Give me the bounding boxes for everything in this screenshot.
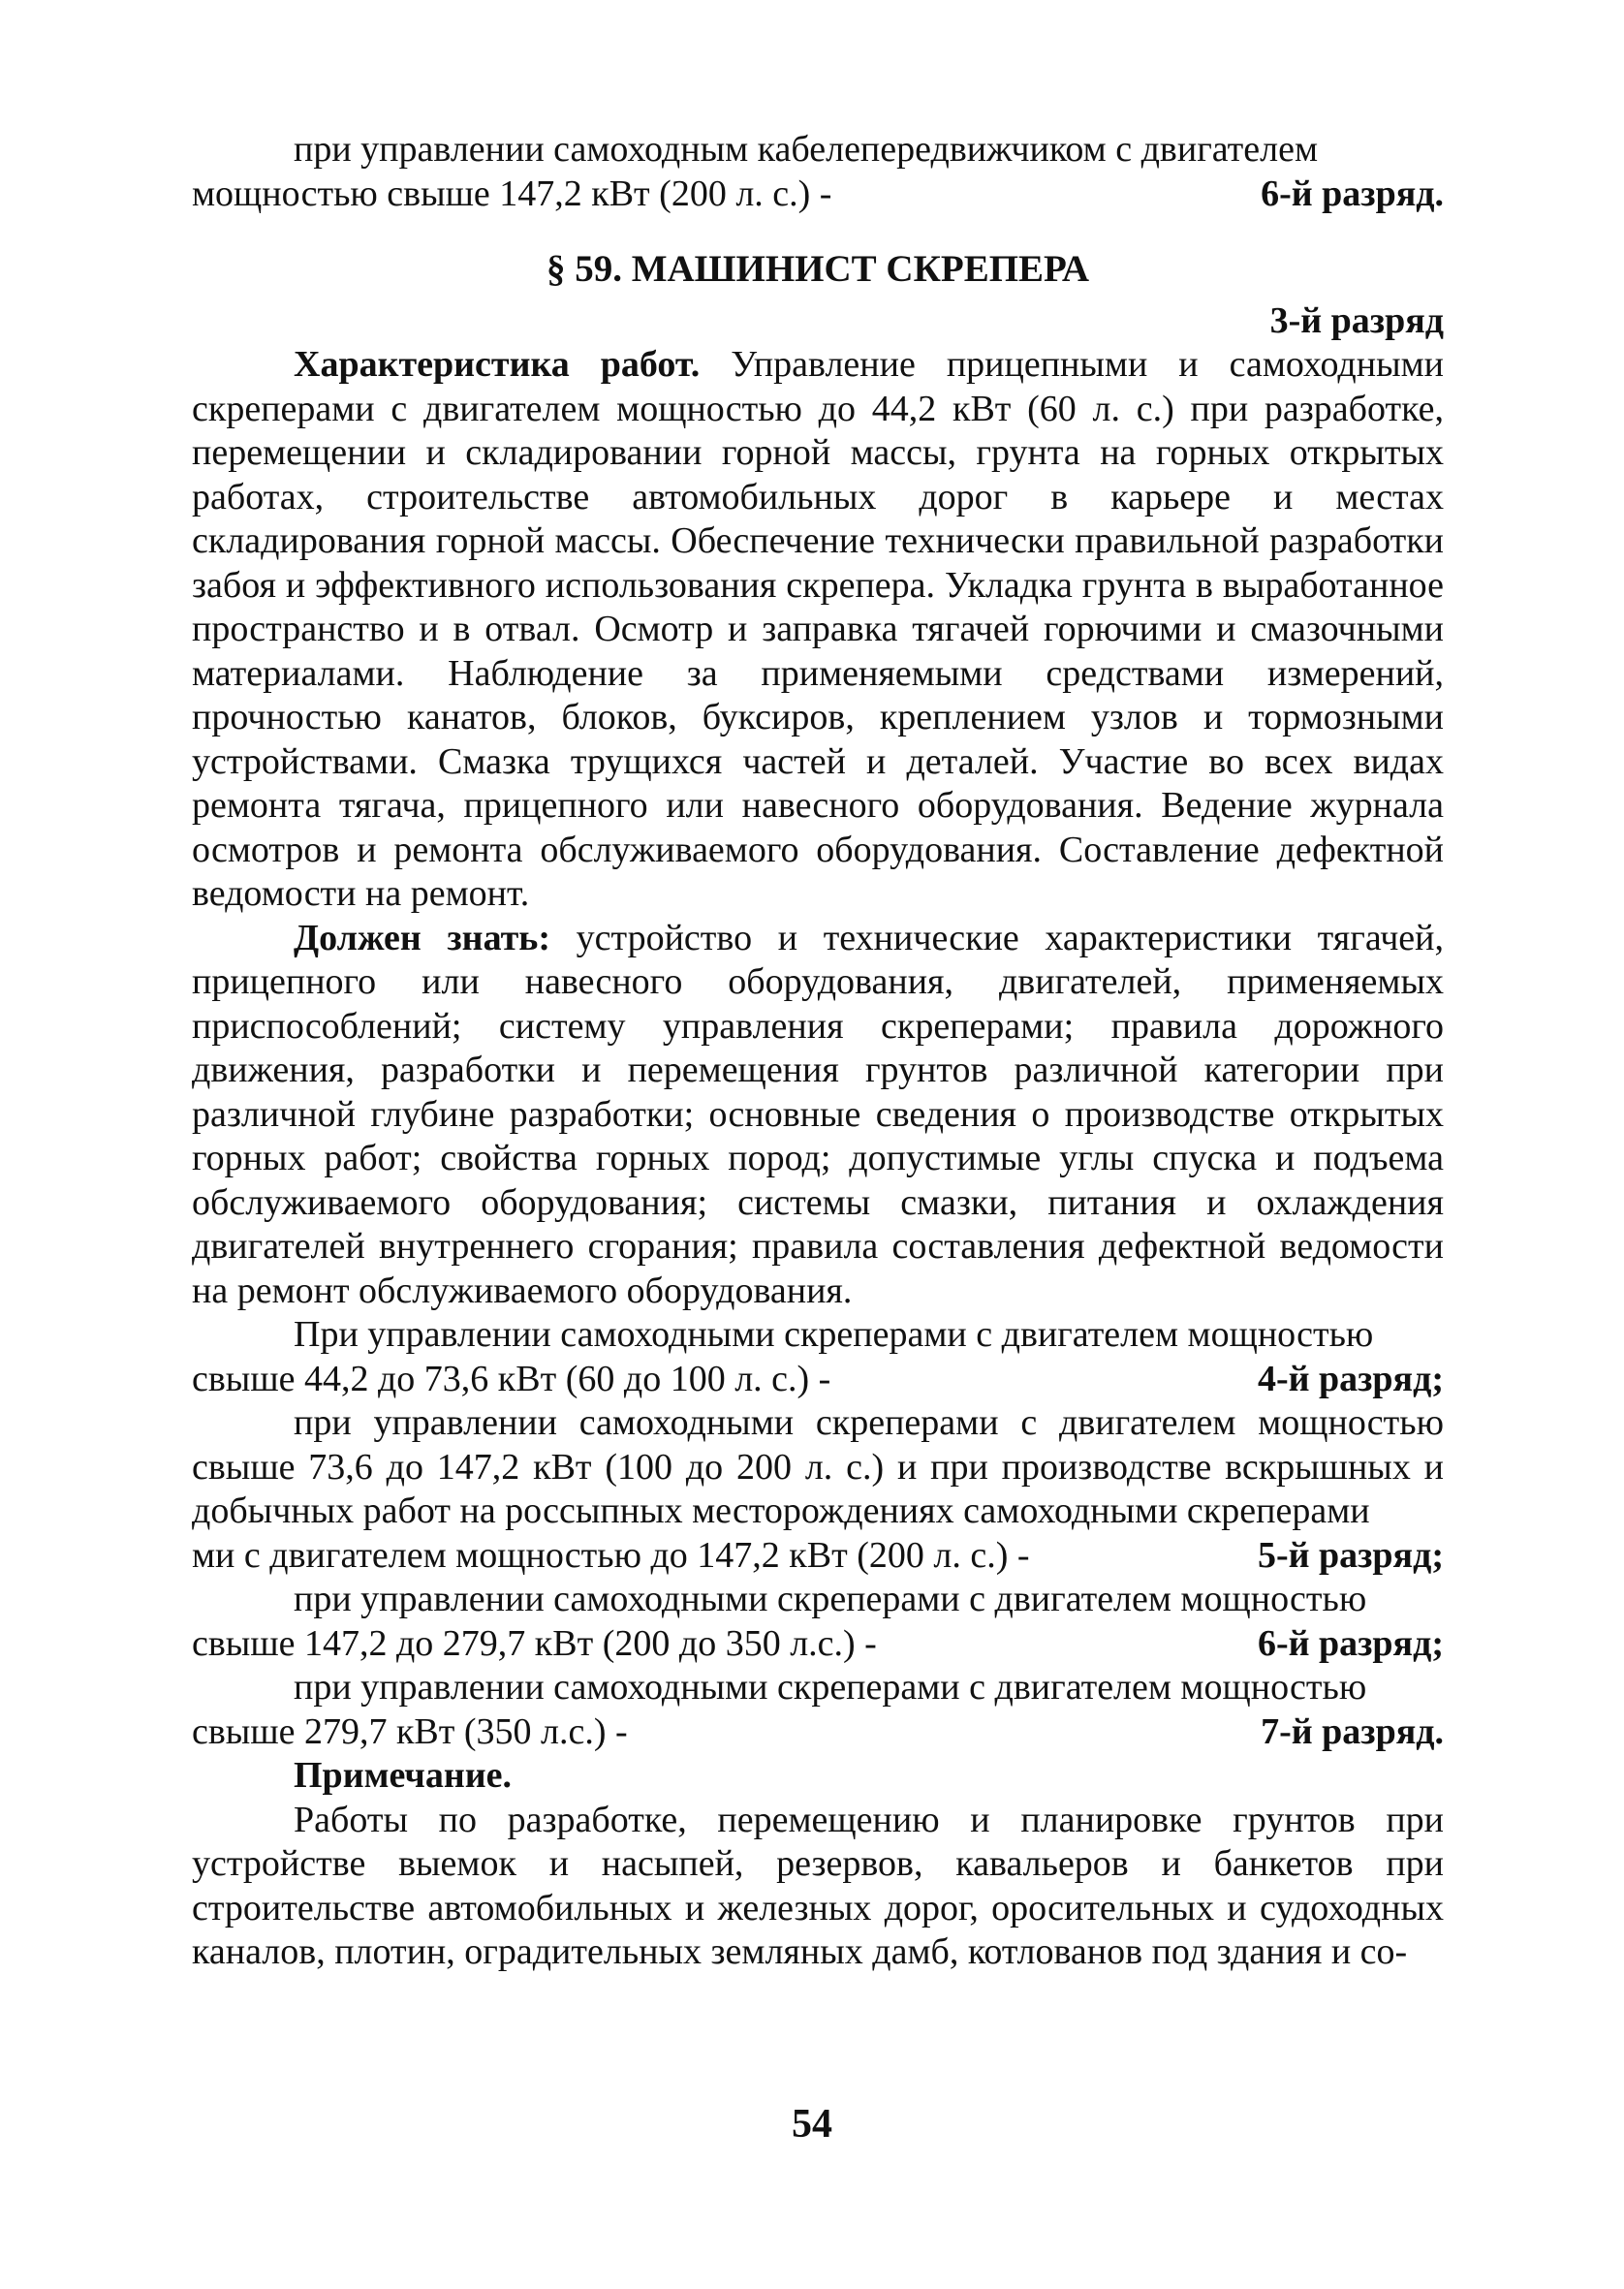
intro-grade-text: мощностью свыше 147,2 кВт (200 л. с.) -: [192, 172, 832, 214]
grade-7-last: свыше 279,7 кВт (350 л.с.) -: [192, 1710, 628, 1752]
grade-5-last: ми с двигателем мощностью до 147,2 кВт (200 л. с.) -: [192, 1534, 1030, 1576]
intro-grade: 6-й разряд.: [1261, 172, 1444, 214]
grade-5-line: [192, 1534, 1444, 1579]
page-text: [192, 128, 1444, 1975]
grade-6-line: [192, 1622, 1444, 1667]
note-title: Примечание.: [294, 1755, 512, 1796]
grade-6-last: свыше 147,2 до 279,7 кВт (200 до 350 л.с.) -: [192, 1622, 877, 1664]
knowledge-paragraph: [192, 917, 1444, 1314]
note-text: Работы по разработке, перемещению и планировке грунтов при устройстве выемок и насыпей, резервов, кавальеров и банкетов при строительстве автомобильных и железных дорог, оросительных и судоходных каналов, плотин, оградительных земляных дамб, котлованов под здания и со-: [192, 1799, 1444, 1972]
characteristics-lead: Характеристика работ.: [294, 344, 701, 385]
knowledge-text: устройство и технические характеристики тягачей, прицепного или навесного оборудования, двигателей, применяемых приспособлений; систему управления скреперами; правила дорожного движения, разработки и перемещения грунтов различной категории при различной глубине разработки; основные сведения о производстве открытых горных работ; свойства горных пород; допустимые углы спуска и подъема обслуживаемого оборудования; системы смазки, питания и охлаждения двигателей внутреннего сгорания; правила составления дефектной ведомости на ремонт обслуживаемого оборудования.: [192, 917, 1445, 1311]
characteristics-paragraph: [192, 343, 1444, 917]
grade-5-text: при управлении самоходными скреперами с двигателем мощностью свыше 73,6 до 147,2 кВт (100 до 200 л. с.) и при производстве вскрышных и добычных работ на россыпных месторождениях самоходными скреперами: [192, 1402, 1444, 1531]
grade-4-line: [192, 1358, 1444, 1402]
section-title: § 59. МАШИНИСТ СКРЕПЕРА: [546, 248, 1090, 290]
intro-grade-line: [192, 172, 1444, 217]
intro-line: при управлении самоходным кабелепередвижчиком с двигателем: [294, 129, 1319, 170]
grade-4-last: свыше 44,2 до 73,6 кВт (60 до 100 л. с.) -: [192, 1358, 831, 1399]
grade-4: 4-й разряд;: [1257, 1358, 1444, 1399]
grade-6: 6-й разряд;: [1257, 1622, 1444, 1664]
base-grade: 3-й разряд: [1269, 299, 1444, 341]
grade-7-text: при управлении самоходными скреперами с двигателем мощностью: [294, 1667, 1367, 1708]
grade-7-line: [192, 1710, 1444, 1755]
grade-5: 5-й разряд;: [1257, 1534, 1444, 1576]
grade-7: 7-й разряд.: [1261, 1710, 1444, 1752]
grade-6-text: при управлении самоходными скреперами с двигателем мощностью: [294, 1579, 1367, 1619]
grade-4-text: При управлении самоходными скреперами с двигателем мощностью: [294, 1314, 1374, 1355]
characteristics-text: Управление прицепными и самоходными скреперами с двигателем мощностью до 44,2 кВт (60 л. с.) при разработке, перемещении и складировании горной массы, грунта на горных открытых работах, строительстве автомобильных дорог в карьере и местах складирования горной массы. Обеспечение технически правильной разработки забоя и эффективного использования скрепера. Укладка грунта в выработанное пространство и в отвал. Осмотр и заправка тягачей горючими и смазочными материалами. Наблюдение за применяемыми средствами измерений, прочностью канатов, блоков, буксиров, креплением узлов и тормозными устройствами. Смазка трущихся частей и деталей. Участие во всех видах ремонта тягача, прицепного или навесного оборудования. Ведение журнала осмотров и ремонта обслуживаемого оборудования. Составление дефектной ведомости на ремонт.: [192, 344, 1444, 914]
knowledge-lead: Должен знать:: [294, 917, 551, 958]
page-number: 54: [792, 2102, 832, 2147]
